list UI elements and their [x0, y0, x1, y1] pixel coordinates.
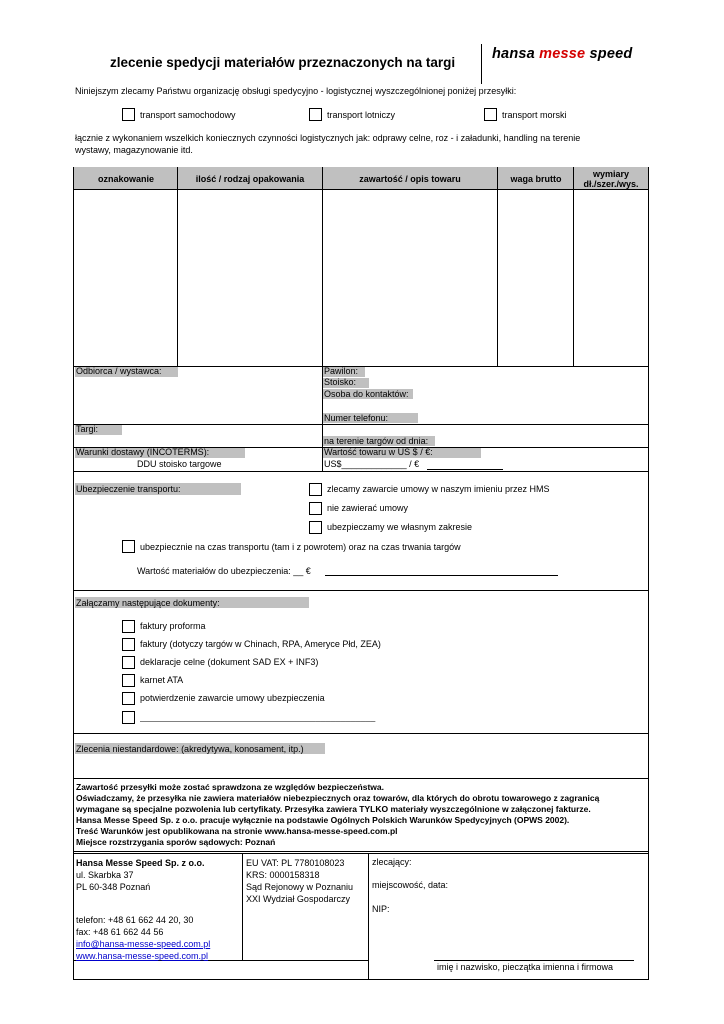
label-odbiorca: Odbiorca / wystawca: [76, 366, 162, 376]
section-divider [73, 471, 649, 472]
brand-divider [481, 44, 482, 84]
checkbox-transport-sea[interactable] [484, 108, 497, 121]
notice-line: wymagane są specjalne pozwolenia lub certyfikaty. Przesyłka zawiera TYLKO materiały wyszczególnione w załączonej fakturze. [76, 804, 591, 814]
label-transport-sea: transport morski [502, 110, 567, 120]
brand-speed: speed [589, 46, 633, 62]
label-insurance-none: nie zawierać umowy [327, 503, 409, 513]
label-insurance-hms: zlecamy zawarcie umowy w naszym imieniu przez HMS [327, 484, 550, 494]
checkbox-doc-ata[interactable] [122, 674, 135, 687]
checkbox-insurance-hms[interactable] [309, 483, 322, 496]
label-dokumenty: Załączamy następujące dokumenty: [76, 598, 220, 608]
checkbox-doc-other[interactable] [122, 711, 135, 724]
cell-ilosc-input[interactable] [178, 191, 322, 366]
notice-line: Miejsce rozstrzygania sporów sądowych: Poznań [76, 837, 276, 847]
brand-messe: messe [539, 46, 586, 62]
notice-line: Hansa Messe Speed Sp. z o.o. pracuje wyłącznie na podstawie Ogólnych Polskich Warunków Spedycyjnych (OPWS 2002). [76, 815, 570, 825]
company-name: Hansa Messe Speed Sp. z o.o. [76, 858, 205, 868]
label-miejscowosc: miejscowość, data: [372, 880, 449, 890]
signature-line[interactable] [434, 960, 634, 961]
intro-text: Niniejszym zlecamy Państwu organizację obsługi spedycyjno - logistycznej wyszczególnionej poniżej przesyłki: [75, 86, 517, 96]
company-www-link[interactable]: www.hansa-messe-speed.com.pl [76, 951, 209, 961]
company-phone: telefon: +48 61 662 44 20, 30 [76, 915, 194, 925]
notice-line: Treść Warunków jest opublikowana na stronie www.hansa-messe-speed.com.pl [76, 826, 398, 836]
checkbox-transport-air[interactable] [309, 108, 322, 121]
label-insurance-value: Wartość materiałów do ubezpieczenia: __ € [137, 566, 311, 576]
label-insurance-own: ubezpieczamy we własnym zakresie [327, 522, 473, 532]
label-pawilon: Pawilon: [324, 366, 359, 376]
scope-line-2: wystawy, magazynowanie itd. [75, 145, 193, 155]
value-incoterms: DDU stoisko targowe [137, 459, 222, 469]
scope-line-1: łącznie z wykonaniem wszelkich koniecznych czynności logistycznych jak: odprawy celne, roz - i załadunki, handling na terenie [75, 133, 581, 143]
brand-hansa: hansa [492, 46, 535, 62]
checkbox-doc-proforma[interactable] [122, 620, 135, 633]
col-oznakowanie: oznakowanie [97, 173, 154, 184]
section-divider [73, 853, 649, 854]
registry-info [246, 857, 353, 905]
registry-court1: Sąd Rejonowy w Poznaniu [246, 882, 354, 892]
label-signature: imię i nazwisko, pieczątka imienna i firmowa [437, 962, 614, 972]
label-wartosc: Wartość towaru w US $ / €: [324, 447, 433, 457]
cell-wymiary-input[interactable] [574, 191, 648, 366]
section-divider [73, 778, 649, 779]
col-waga: waga brutto [510, 173, 562, 184]
row-divider [73, 424, 649, 425]
footer-divider [242, 853, 243, 960]
col-ilosc: ilość / rodzaj opakowania [195, 173, 305, 184]
label-zlecajacy: zlecający: [372, 857, 412, 867]
company-email-link[interactable]: info@hansa-messe-speed.com.pl [76, 939, 211, 949]
section-divider [73, 851, 649, 852]
label-doc-insurance: potwierdzenie zawarcie umowy ubezpieczenia [140, 693, 325, 703]
label-stoisko: Stoisko: [324, 377, 357, 387]
company-fax: fax: +48 61 662 44 56 [76, 927, 164, 937]
label-doc-proforma: faktury proforma [140, 621, 206, 631]
label-doc-invoices: faktury (dotyczy targów w Chinach, RPA, Ameryce Płd, ZEA) [140, 639, 381, 649]
company-info [76, 857, 205, 893]
label-nip: NIP: [372, 904, 390, 914]
checkbox-insurance-duration[interactable] [122, 540, 135, 553]
checkbox-insurance-none[interactable] [309, 502, 322, 515]
checkbox-doc-insurance[interactable] [122, 692, 135, 705]
checkbox-insurance-own[interactable] [309, 521, 322, 534]
label-targi: Targi: [76, 424, 99, 434]
label-niestandardowe: Zlecenia niestandardowe: (akredytywa, konosament, itp.) [76, 744, 304, 754]
notice-block [76, 782, 599, 848]
label-doc-customs: deklaracje celne (dokument SAD EX + INF3) [140, 657, 319, 667]
brand-logo [492, 46, 632, 62]
cell-waga-input[interactable] [498, 191, 573, 366]
label-incoterms: Warunki dostawy (INCOTERMS): [76, 447, 210, 457]
col-wymiary-line2: dł./szer./wys. [583, 178, 639, 189]
section-divider [73, 590, 649, 591]
registry-vat: EU VAT: PL 7780108023 [246, 858, 345, 868]
checkbox-doc-invoices[interactable] [122, 638, 135, 651]
company-contact [76, 914, 210, 962]
insurance-value-line[interactable] [325, 575, 558, 576]
registry-krs: KRS: 0000158318 [246, 870, 320, 880]
checkbox-transport-road[interactable] [122, 108, 135, 121]
label-transport-road: transport samochodowy [140, 110, 236, 120]
col-zawartosc: zawartość / opis towaru [359, 173, 461, 184]
label-od-dnia: na terenie targów od dnia: [324, 436, 429, 446]
notice-line: Zawartość przesyłki może zostać sprawdzona ze względów bezpieczeństwa. [76, 782, 384, 792]
value-wartosc: US$_____________ / € [324, 459, 420, 469]
company-city: PL 60-348 Poznań [76, 882, 151, 892]
page-title: zlecenie spedycji materiałów przeznaczonych na targi [110, 55, 456, 70]
registry-court2: XXI Wydział Gospodarczy [246, 894, 350, 904]
cell-oznakowanie-input[interactable] [75, 191, 177, 366]
notice-line: Oświadczamy, że przesyłka nie zawiera materiałów niebezpiecznych oraz towarów, dla których do obrotu towarowego z zagranicą [76, 793, 600, 803]
col-wymiary-line1: wymiary [592, 168, 630, 179]
label-ubezpieczenie: Ubezpieczenie transportu: [76, 484, 181, 494]
company-street: ul. Skarbka 37 [76, 870, 134, 880]
label-doc-ata: karnet ATA [140, 675, 184, 685]
col-wymiary [574, 167, 648, 190]
label-doc-other: _______________________________________________ [140, 712, 376, 722]
section-divider [73, 733, 649, 734]
underline [427, 469, 503, 470]
label-osoba: Osoba do kontaktów: [324, 389, 409, 399]
label-transport-air: transport lotniczy [327, 110, 396, 120]
cell-zawartosc-input[interactable] [323, 191, 497, 366]
checkbox-doc-customs[interactable] [122, 656, 135, 669]
label-insurance-duration: ubezpiecznie na czas transportu (tam i z powrotem) oraz na czas trwania targów [140, 542, 461, 552]
label-telefon: Numer telefonu: [324, 413, 389, 423]
